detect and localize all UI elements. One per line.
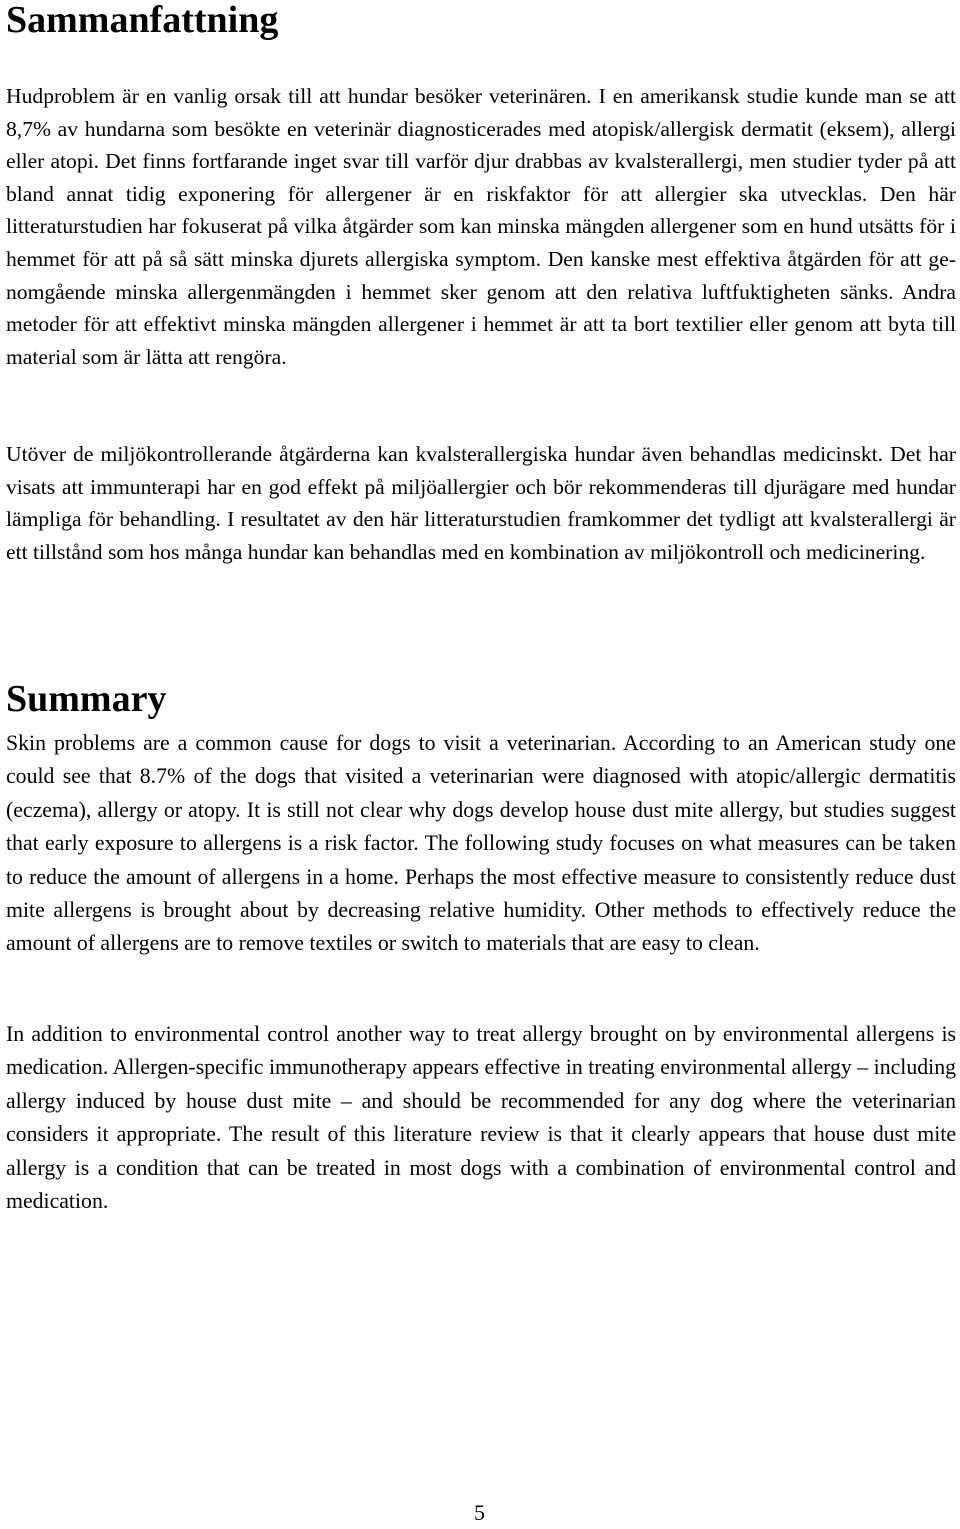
swedish-paragraph-1: Hudproblem är en vanlig orsak till att hundar besöker veterinären. I en amerikansk studie kunde man se att 8,7% av hundarna som besökte en veterinär diagnosticerades med atopisk/allergisk dermatit (eksem), allergi eller atopi. Det finns fortfarande inget svar till varför djur drabbas av kvalsterallergi, men studier tyder på att bland annat tidig exponering för allergener är en riskfaktor för att allergier ska utvecklas. Den här litteraturstudien har fokuserat på vilka åtgärder som kan minska mängden allergener som en hund utsätts för i hemmet för att på så sätt minska djurets allergiska symptom. Den kanske mest effektiva åtgärden för att genomgående minska allergenmängden i hemmet sker genom att den relativa luftfuktigheten sänks. Andra metoder för att effektivt minska mängden allergener i hemmet är att ta bort textilier eller genom att byta till material som är lätta att rengöra. bbox=[6, 84, 956, 369]
swedish-paragraph-2: Utöver de miljökontrollerande åtgärderna kan kvalsterallergiska hundar även behandlas medicinskt. Det har visats att immunterapi har en god effekt på miljöallergier och bör rekommenderas till djurägare med hundar lämpliga för behandling. I resultatet av den här litteraturstudien framkommer det tydligt att kvalsterallergi är ett tillstånd som hos många hundar kan behandlas med en kombination av miljökontroll och medicinering. bbox=[6, 442, 956, 564]
swedish-summary-heading: Sammanfattning bbox=[6, 0, 279, 41]
english-summary-heading: Summary bbox=[6, 678, 167, 720]
english-paragraph-2: In addition to environmental control another way to treat allergy brought on by environmental allergens is medication. Allergen-specific immunotherapy appears effective in treating environmental allergy – including allergy induced by house dust mite – and should be recommended for any dog where the veterinarian considers it appropriate. The result of this literature review is that it clearly appears that house dust mite allergy is a condition that can be treated in most dogs with a combination of environmental control and medication. bbox=[6, 1022, 956, 1214]
english-paragraph-1: Skin problems are a common cause for dogs to visit a veterinarian. According to an American study one could see that 8.7% of the dogs that visited a veterinarian were diagnosed with atopic/allergic dermatitis (eczema), allergy or atopy. It is still not clear why dogs develop house dust mite allergy, but studies suggest that early exposure to allergens is a risk factor. The following study focuses on what measures can be taken to reduce the amount of allergens in a home. Perhaps the most effective measure to consistently reduce dust mite allergens is brought about by decreasing relative humidity. Other methods to effectively reduce the amount of allergens are to remove textiles or switch to materials that are easy to clean. bbox=[6, 731, 956, 956]
page-number: 5 bbox=[474, 1500, 485, 1525]
